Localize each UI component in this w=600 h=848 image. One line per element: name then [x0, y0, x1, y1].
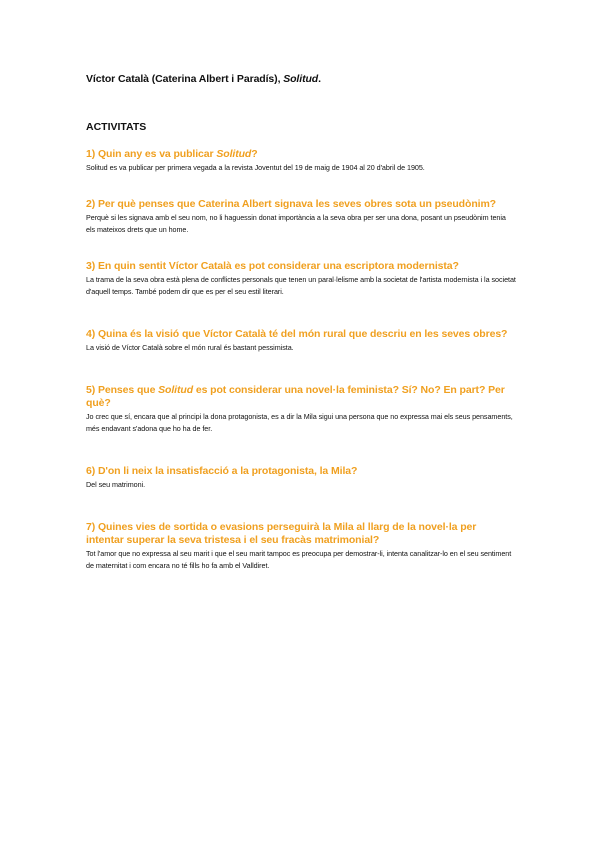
answer-text-3: La trama de la seva obra està plena de conflictes personals que tenen un paral·lelisme amb la societat de l'artista modernista i la societat d'aquell temps. També podem dir que es per el seu estil literari.: [86, 275, 516, 296]
title-author: Víctor Català (Caterina Albert i Paradís),: [86, 73, 284, 85]
question-text-4: 4) Quina és la visió que Víctor Català té del món rural que descriu en les seves obres?: [86, 328, 508, 340]
answer-text-6: Del seu matrimoni.: [86, 480, 146, 489]
section-heading-activitats: ACTIVITATS: [86, 121, 147, 133]
answer-text-7: Tot l'amor que no expressa al seu marit i que el seu marit tampoc es preocupa per demostrar-li, intenta canalitzar-lo en el seu sentiment de maternitat i com encara no té fills ho fa amb el Valldiret.: [86, 549, 512, 570]
question-block-5: [86, 384, 516, 435]
question-5-work-title: Solitud: [158, 384, 194, 396]
question-text-1: [86, 148, 516, 161]
question-text-5: [86, 384, 516, 410]
document-title: [86, 72, 516, 86]
question-5-part-b: es pot considerar una novel·la feminista? Sí? No? En part? Per què?: [86, 384, 505, 409]
title-suffix: .: [318, 73, 321, 85]
question-block-1: [86, 148, 516, 174]
question-block-3: [86, 260, 516, 298]
question-1-part-b: ?: [251, 148, 258, 160]
question-text-7: 7) Quines vies de sortida o evasions perseguirà la Mila al llarg de la novel·la per intentar superar la seva tristesa i el seu fracàs matrimonial?: [86, 521, 477, 546]
question-text-6: 6) D'on li neix la insatisfacció a la protagonista, la Mila?: [86, 465, 358, 477]
question-1-work-title: Solitud: [216, 148, 252, 160]
document-content: [86, 72, 516, 572]
question-block-7: [86, 521, 516, 572]
question-text-2: 2) Per què penses que Caterina Albert signava les seves obres sota un pseudònim?: [86, 198, 496, 210]
answer-text-5: Jo crec que sí, encara que al principi la dona protagonista, es a dir la Mila sigui una persona que no expressa mai els seus pensaments, més endavant s'adona que ho ha de fer.: [86, 412, 513, 433]
answer-text-1: Solitud es va publicar per primera vegada a la revista Joventut del 19 de maig de 1904 al 20 d'abril de 1905.: [86, 163, 425, 172]
question-block-2: [86, 198, 516, 236]
question-block-4: [86, 328, 516, 354]
question-1-part-a: 1) Quin any es va publicar: [86, 148, 217, 160]
title-work: Solitud: [283, 73, 319, 85]
question-block-6: [86, 465, 516, 491]
answer-text-2: Perquè si les signava amb el seu nom, no li haguessin donat importància a la seva obra per ser una dona, posant un pseudònim tenia els mateixos drets que un home.: [86, 213, 506, 234]
answer-text-4: La visió de Víctor Català sobre el món rural és bastant pessimista.: [86, 343, 294, 352]
question-5-part-a: 5) Penses que: [86, 384, 159, 396]
question-text-3: 3) En quin sentit Víctor Català es pot considerar una escriptora modernista?: [86, 260, 459, 272]
